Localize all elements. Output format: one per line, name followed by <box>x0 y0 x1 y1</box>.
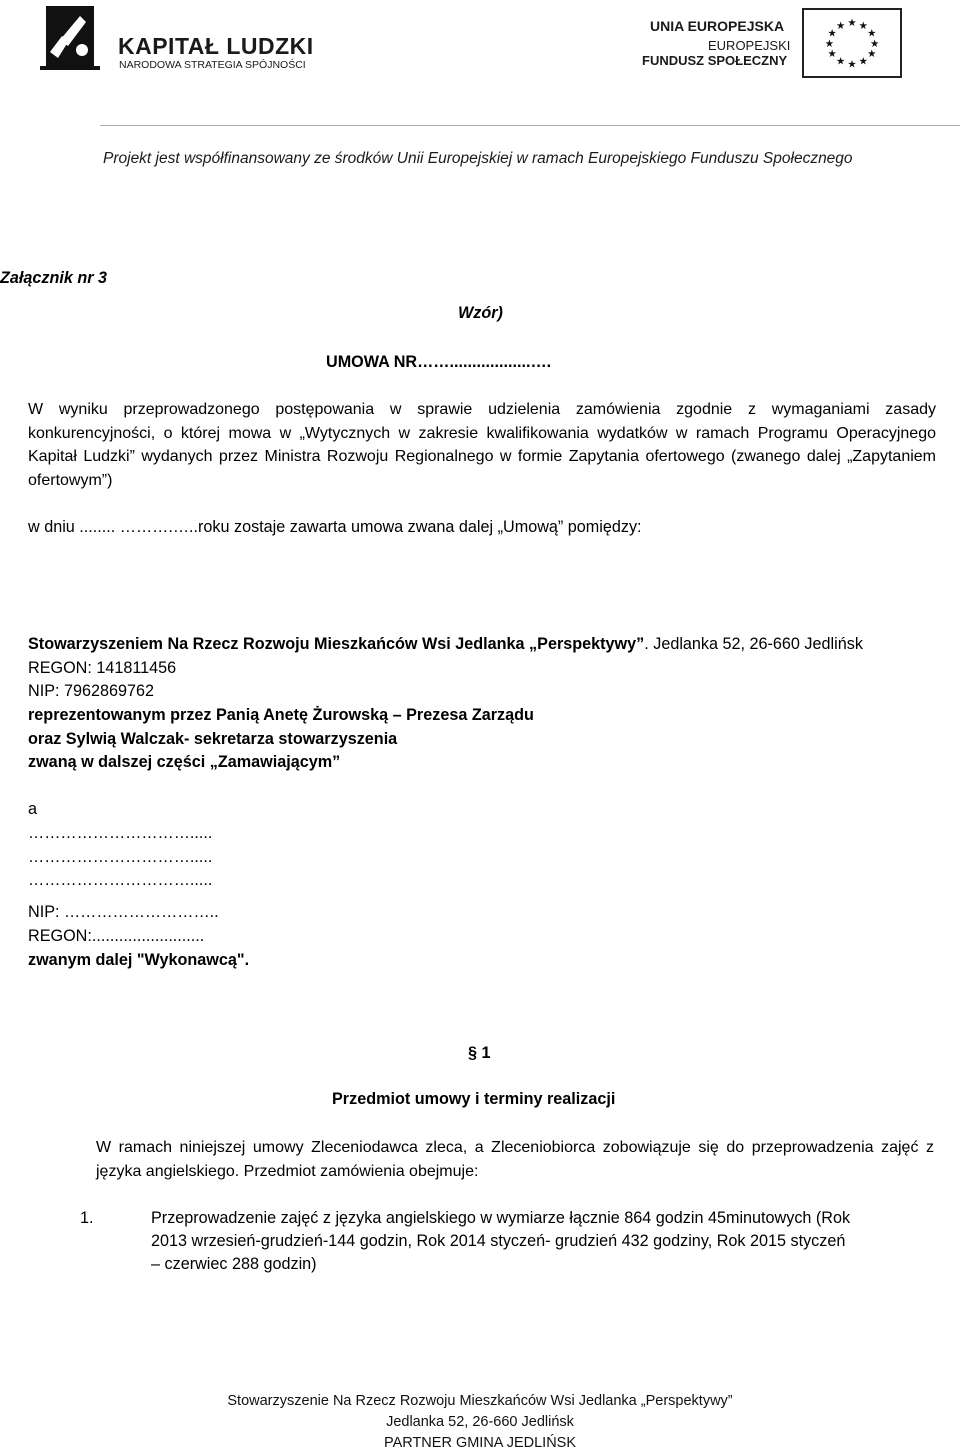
party1-regon: REGON: 141811456 <box>28 659 177 677</box>
svg-text:★: ★ <box>836 19 846 32</box>
svg-text:★: ★ <box>827 27 837 40</box>
item-number: 1. <box>80 1209 94 1227</box>
kapital-ludzki-title: KAPITAŁ LUDZKI <box>118 33 314 59</box>
party1-name-line <box>28 633 863 657</box>
party1-name: Stowarzyszeniem Na Rzecz Rozwoju Mieszkańców Wsi Jedlanka „Perspektywy” <box>28 635 645 653</box>
party2-called: zwanym dalej "Wykonawcą". <box>28 951 250 969</box>
party2-regon: REGON:......................... <box>28 927 205 945</box>
party2-nip: NIP: ……………………….. <box>28 903 219 921</box>
party1-called: zwaną w dalszej części „Zamawiającym” <box>28 753 341 771</box>
svg-text:★: ★ <box>858 55 868 68</box>
svg-text:★: ★ <box>847 58 857 71</box>
footer-line-1: Stowarzyszenie Na Rzecz Rozwoju Mieszkańców Wsi Jedlanka „Perspektywy” <box>227 1393 733 1409</box>
section1-title: Przedmiot umowy i terminy realizacji <box>332 1090 616 1108</box>
item-line-1: Przeprowadzenie zajęć z języka angielskiego w wymiarze łącznie 864 godzin 45minutowych (Rok <box>151 1209 851 1227</box>
svg-text:★: ★ <box>869 37 880 50</box>
party1-secretary: oraz Sylwią Walczak- sekretarza stowarzyszenia <box>28 730 398 748</box>
svg-text:★: ★ <box>867 48 877 61</box>
eu-logo-line3: FUNDUSZ SPOŁECZNY <box>642 53 788 68</box>
svg-text:★: ★ <box>836 55 846 68</box>
party2-blank-line-3: …………………………..... <box>28 871 213 889</box>
svg-text:★: ★ <box>827 48 837 61</box>
svg-text:★: ★ <box>867 27 877 40</box>
cofinancing-note: Projekt jest współfinansowany ze środków Unii Europejskiej w ramach Europejskiego Funduszu Społecznego <box>103 150 853 167</box>
contract-title: UMOWA NR……..................…. <box>326 353 552 371</box>
eu-logo-line2: EUROPEJSKI <box>708 38 791 53</box>
kapital-ludzki-subtitle: NARODOWA STRATEGIA SPÓJNOŚCI <box>119 59 306 71</box>
eu-flag-icon <box>802 8 902 78</box>
item-line-2: 2013 wrzesień-grudzień-144 godzin, Rok 2014 styczeń- grudzień 432 godziny, Rok 2015 styczeń <box>151 1232 846 1250</box>
svg-text:★: ★ <box>847 17 857 30</box>
svg-text:★: ★ <box>858 19 868 32</box>
footer-line-2: Jedlanka 52, 26-660 Jedlińsk <box>386 1414 574 1430</box>
parties-connector: a <box>28 800 38 818</box>
party1-address: . Jedlanka 52, 26-660 Jedlińsk <box>644 635 863 653</box>
party1-represented-by: reprezentowanym przez Panią Anetę Żurowską – Prezesa Zarządu <box>28 706 534 724</box>
item-line-3: – czerwiec 288 godzin) <box>151 1255 317 1273</box>
kapital-ludzki-emblem-icon <box>40 2 100 74</box>
attachment-label: Załącznik nr 3 <box>0 269 108 287</box>
svg-text:★: ★ <box>824 37 835 50</box>
header-divider <box>100 125 960 126</box>
footer-line-3: PARTNER GMINA JEDLIŃSK <box>383 1435 577 1451</box>
template-mark: Wzór) <box>458 304 503 322</box>
party1-nip: NIP: 7962869762 <box>28 682 155 700</box>
eu-logo <box>642 8 906 80</box>
kapital-ludzki-logo <box>40 2 340 82</box>
intro-paragraph: W wyniku przeprowadzonego postępowania w sprawie udzielenia zamówienia zgodnie z wymaganiami zasady konkurencyjności, o której mowa w „Wytycznych w zakresie kwalifikowania wydatków w ramach Programu Operacyjnego Kapitał Ludzki” wydanych przez Ministra Rozwoju Regionalnego w formie Zapytania ofertowego (zwanego dalej „Zapytaniem ofertowym”) <box>28 401 936 489</box>
party2-blank-line-2: …………………………..... <box>28 848 213 866</box>
date-line: w dniu ........ ……….…..roku zostaje zawarta umowa zwana dalej „Umową” pomiędzy: <box>28 518 642 536</box>
footer <box>0 1391 960 1454</box>
section1-mark: § 1 <box>468 1044 491 1062</box>
party2-blank-line-1: …………………………..... <box>28 824 213 842</box>
section1-paragraph: W ramach niniejszej umowy Zleceniodawca zleca, a Zleceniobiorca zobowiązuje się do przeprowadzenia zajęć z języka angielskiego. Przedmiot zamówienia obejmuje: <box>96 1139 934 1180</box>
eu-logo-line1: UNIA EUROPEJSKA <box>650 18 785 34</box>
